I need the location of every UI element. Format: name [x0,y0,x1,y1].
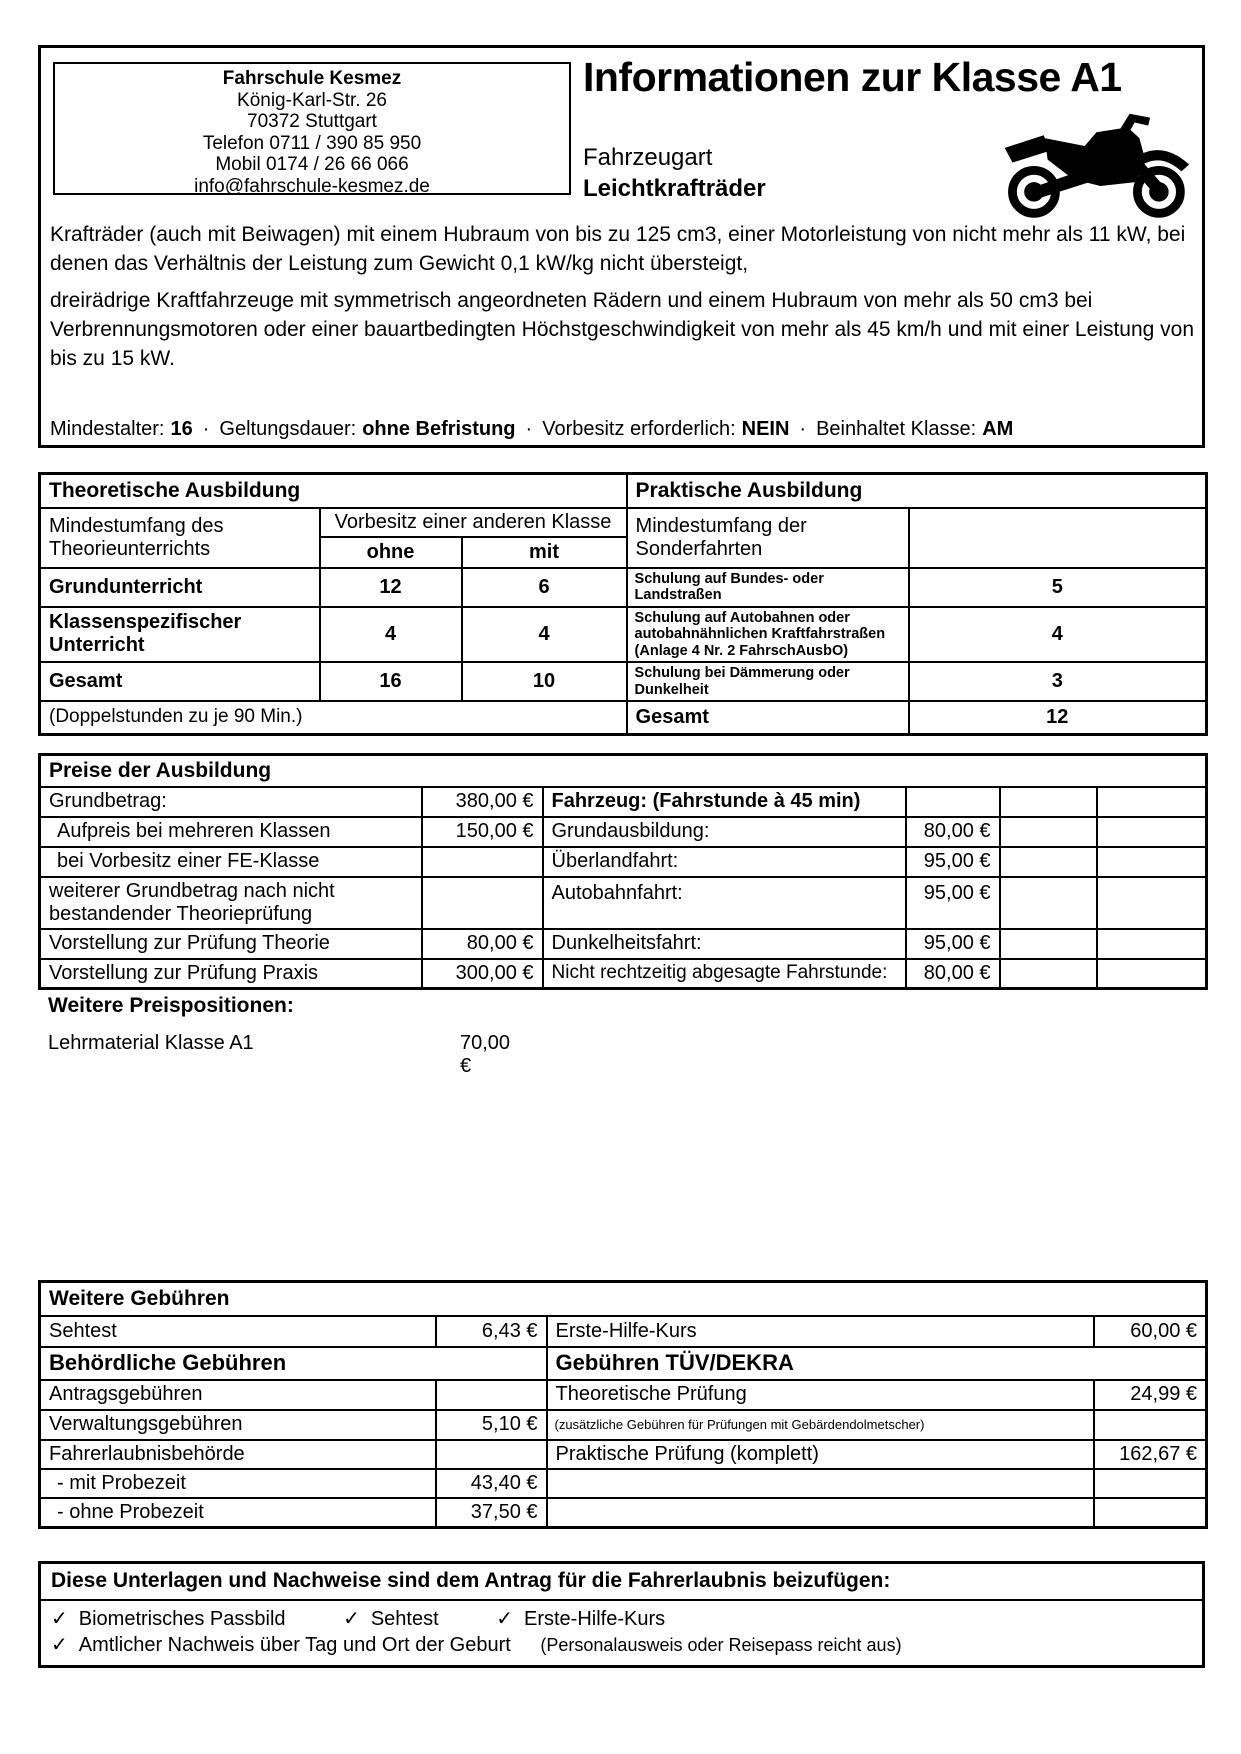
theory-value: 4 [462,607,627,663]
fact-label: Vorbesitz erforderlich: [542,418,736,440]
school-street: König-Karl-Str. 26 [237,89,387,111]
school-email: info@fahrschule-kesmez.de [194,175,430,197]
price-row-label: bei Vorbesitz einer FE-Klasse [40,847,422,877]
price-row-value [422,847,543,877]
fee-row-note: (zusätzliche Gebühren für Prüfungen mit Gebärdendolmetscher) [547,1410,1094,1440]
col-header-mit: mit [462,537,627,568]
theory-table-title: Theoretische Ausbildung [40,474,627,508]
theory-total-label: Gesamt [40,662,320,701]
fact-label: Mindestalter: [50,418,165,440]
checklist-item-label: Amtlicher Nachweis über Tag und Ort der Geburt [78,1634,511,1656]
empty-cell [1097,959,1207,989]
fact-value: ohne Befristung [362,418,516,440]
price-row-label: Autobahnfahrt: [543,877,906,929]
fact-separator: · [799,418,807,440]
empty-cell [1000,929,1097,959]
prices-table [38,753,1208,990]
empty-cell [906,787,1000,817]
empty-cell [1000,817,1097,847]
checklist-item [51,1608,286,1631]
school-phone: Telefon 0711 / 390 85 950 [202,132,422,154]
price-row-value: 150,00 € [422,817,543,847]
practice-value: 4 [909,607,1207,663]
price-row-label: Dunkelheitsfahrt: [543,929,906,959]
checklist-item [496,1608,665,1631]
theory-group-header: Vorbesitz einer anderen Klasse [320,508,627,537]
empty-cell [1094,1469,1207,1498]
theory-row-label: Grundunterricht [40,568,320,607]
fee-row-label: Antragsgebühren [40,1380,436,1410]
fees-table [38,1280,1208,1529]
fee-row-value: 60,00 € [1094,1316,1207,1347]
empty-cell [1000,847,1097,877]
fact-separator: · [202,418,210,440]
school-city: 70372 Stuttgart [247,111,377,132]
fee-row-label: - mit Probezeit [40,1469,436,1498]
empty-cell [1097,877,1207,929]
practice-row-label: Schulung bei Dämmerung oder Dunkelheit [627,662,909,701]
price-row-label: Vorstellung zur Prüfung Praxis [40,959,422,989]
price-row-value: 80,00 € [906,959,1000,989]
fact-value: NEIN [741,418,790,440]
vehicle-type-label: Fahrzeugart [583,144,713,171]
price-row-value: 380,00 € [422,787,543,817]
empty-cell [1097,787,1207,817]
checklist-item [51,1634,511,1657]
required-documents-section [38,1561,1205,1668]
training-table [38,472,1208,736]
fee-row-value: 24,99 € [1094,1380,1207,1410]
theory-value: 6 [462,568,627,607]
empty-cell [1097,929,1207,959]
fact-value: 16 [170,418,193,440]
theory-row-header: Mindestumfang des Theorieunterrichts [40,508,320,568]
price-row-value: 95,00 € [906,929,1000,959]
checklist-item-label: Biometrisches Passbild [78,1608,286,1630]
theory-row-label: Klassenspezifischer Unterricht [40,607,320,663]
checklist-row [51,1608,1192,1631]
page-title: Informationen zur Klasse A1 [583,54,1122,100]
header-section [38,45,1205,448]
theory-value: 12 [320,568,462,607]
checklist-item-label: Erste-Hilfe-Kurs [524,1608,666,1630]
check-icon: ✓ [496,1608,513,1630]
theory-footnote: (Doppelstunden zu je 90 Min.) [40,701,627,734]
empty-cell [547,1469,1094,1498]
fee-row-value: 37,50 € [436,1498,547,1528]
practice-row-header: Mindestumfang der Sonderfahrten [627,508,909,568]
theory-total-value: 10 [462,662,627,701]
practice-row-label: Schulung auf Autobahnen oder autobahnähnlichen Kraftfahrstraßen (Anlage 4 Nr. 2 FahrschAusbO) [627,607,909,663]
fee-row-label: Erste-Hilfe-Kurs [547,1316,1094,1347]
price-row-label: Grundausbildung: [543,817,906,847]
fee-row-label: Fahrerlaubnisbehörde [40,1440,436,1469]
fact-label: Beinhaltet Klasse: [816,418,977,440]
checklist-item-label: Sehtest [370,1608,439,1630]
vehicle-type-value: Leichtkrafträder [583,175,766,202]
price-row-value: 95,00 € [906,847,1000,877]
vehicle-type [583,142,766,204]
practice-table-title: Praktische Ausbildung [627,474,1207,508]
price-row-label: Überlandfahrt: [543,847,906,877]
empty-cell [1097,817,1207,847]
practice-total-value: 12 [909,701,1207,734]
empty-cell [1000,787,1097,817]
checklist-item-note: (Personalausweis oder Reisepass reicht aus) [540,1635,902,1655]
price-row-label: weiterer Grundbetrag nach nicht bestandender Theorieprüfung [40,877,422,929]
checklist-item [343,1608,439,1631]
check-icon: ✓ [343,1608,360,1630]
extra-price-item [48,1032,511,1077]
school-mobile: Mobil 0174 / 26 66 066 [215,154,409,175]
extra-price-label: Lehrmaterial Klasse A1 [48,1032,254,1054]
empty-cell [909,508,1207,568]
fact-label: Geltungsdauer: [219,418,357,440]
price-row-label: Vorstellung zur Prüfung Theorie [40,929,422,959]
empty-cell [1094,1410,1207,1440]
prices-table-title: Preise der Ausbildung [40,755,1207,787]
empty-cell [1000,877,1097,929]
price-row-value: 95,00 € [906,877,1000,929]
empty-cell [1097,847,1207,877]
school-info-box [53,62,571,195]
fee-row-value: 6,43 € [436,1316,547,1347]
fact-separator: · [525,418,533,440]
check-icon: ✓ [51,1634,68,1656]
extra-prices-title: Weitere Preispositionen: [48,994,294,1017]
fee-row-label: Praktische Prüfung (komplett) [547,1440,1094,1469]
description-paragraph-2: dreirädrige Kraftfahrzeuge mit symmetrisch angeordneten Rädern und einem Hubraum von mehr als 50 cm3 bei Verbrennungsmotoren oder einer bauartbedingten Höchstgeschwindigkeit von mehr als 45 km/h und mit einer Leistung von bis zu 15 kW. [50,289,1195,370]
empty-cell [1000,959,1097,989]
fee-row-label: Sehtest [40,1316,436,1347]
price-row-label: Nicht rechtzeitig abgesagte Fahrstunde: [543,959,906,989]
fee-row-label: Theoretische Prüfung [547,1380,1094,1410]
fact-value: AM [982,418,1014,440]
price-row-value: 300,00 € [422,959,543,989]
price-row-value: 80,00 € [422,929,543,959]
theory-total-value: 16 [320,662,462,701]
vehicle-price-header: Fahrzeug: (Fahrstunde à 45 min) [543,787,906,817]
fee-row-value: 5,10 € [436,1410,547,1440]
checklist-row [51,1634,1192,1657]
empty-cell [436,1440,547,1469]
practice-total-label: Gesamt [627,701,909,734]
price-row-label: Aufpreis bei mehreren Klassen [40,817,422,847]
description-paragraph-1: Krafträder (auch mit Beiwagen) mit einem Hubraum von bis zu 125 cm3, einer Motorleistung von nicht mehr als 11 kW, bei denen das Verhältnis der Leistung zum Gewicht 0,1 kW/kg nicht übersteigt, [50,223,1186,275]
practice-value: 5 [909,568,1207,607]
fees-table-title: Weitere Gebühren [40,1282,1207,1316]
price-row-value [422,877,543,929]
fee-row-value: 162,67 € [1094,1440,1207,1469]
fee-row-label: - ohne Probezeit [40,1498,436,1528]
fees-authority-header: Behördliche Gebühren [40,1347,547,1380]
practice-value: 3 [909,662,1207,701]
check-icon: ✓ [51,1608,68,1630]
empty-cell [436,1380,547,1410]
theory-value: 4 [320,607,462,663]
fee-row-label: Verwaltungsgebühren [40,1410,436,1440]
motorcycle-icon [991,106,1196,224]
key-facts-line [50,418,1013,441]
price-row-value: 80,00 € [906,817,1000,847]
fee-row-value: 43,40 € [436,1469,547,1498]
extra-price-value: 70,00 € [460,1032,511,1077]
price-row-label: Grundbetrag: [40,787,422,817]
empty-cell [1094,1498,1207,1528]
fees-tuev-header: Gebühren TÜV/DEKRA [547,1347,1207,1380]
school-name: Fahrschule Kesmez [222,68,402,89]
practice-row-label: Schulung auf Bundes- oder Landstraßen [627,568,909,607]
required-documents-title: Diese Unterlagen und Nachweise sind dem Antrag für die Fahrerlaubnis beizufügen: [41,1564,1202,1601]
empty-cell [547,1498,1094,1528]
col-header-ohne: ohne [320,537,462,568]
required-documents-list [41,1601,1202,1665]
